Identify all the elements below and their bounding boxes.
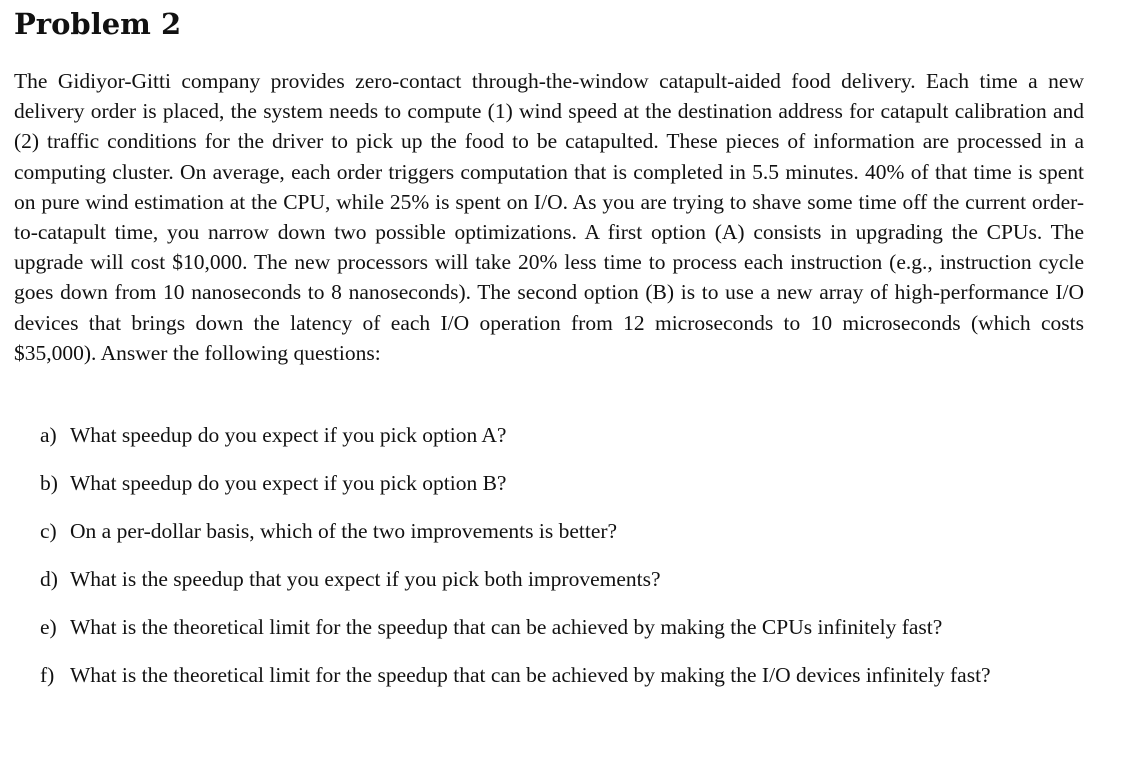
question-text: What is the speedup that you expect if you pick both improvements? — [70, 567, 661, 591]
question-label: e) — [40, 615, 57, 639]
question-text: On a per-dollar basis, which of the two improvements is better? — [70, 519, 618, 543]
question-label: f) — [40, 663, 55, 687]
question-text: What speedup do you expect if you pick option A? — [70, 423, 507, 447]
problem-statement: The Gidiyor-Gitti company provides zero-contact through-the-window catapult-aided food delivery. Each time a new delivery order is placed, the system needs to compute (1) wind speed at the destination address for catapult calibration and (2) traffic conditions for the driver to pick up the food to be catapulted. These pieces of information are processed in a computing cluster. On average, each order triggers computation that is completed in 5.5 minutes. 40% of that time is spent on pure wind estimation at the CPU, while 25% is spent on I/O. As you are trying to shave some time off the current order-to-catapult time, you narrow down two possible optimizations. A first option (A) consists in upgrading the CPUs. The upgrade will cost $10,000. The new processors will take 20% less time to process each instruction (e.g., instruction cycle goes down from 10 nanoseconds to 8 nanoseconds). The second option (B) is to use a new array of high-performance I/O devices that brings down the latency of each I/O operation from 12 microseconds to 10 microseconds (which costs $35,000). Answer the following questions: — [14, 69, 1084, 365]
question-text: What is the theoretical limit for the speedup that can be achieved by making the CPUs infinitely fast? — [70, 615, 943, 639]
question-item-a — [40, 420, 1084, 450]
problem-title: Problem 2 — [14, 7, 182, 41]
question-label: b) — [40, 471, 58, 495]
question-label: c) — [40, 519, 57, 543]
question-item-d — [40, 564, 1084, 594]
question-item-f — [40, 660, 1084, 690]
question-list — [40, 420, 1084, 708]
question-item-e — [40, 612, 1084, 642]
question-item-b — [40, 468, 1084, 498]
question-item-c — [40, 516, 1084, 546]
question-label: d) — [40, 567, 58, 591]
question-text: What is the theoretical limit for the speedup that can be achieved by making the I/O devices infinitely fast? — [70, 663, 991, 687]
question-text: What speedup do you expect if you pick option B? — [70, 471, 507, 495]
question-label: a) — [40, 423, 57, 447]
